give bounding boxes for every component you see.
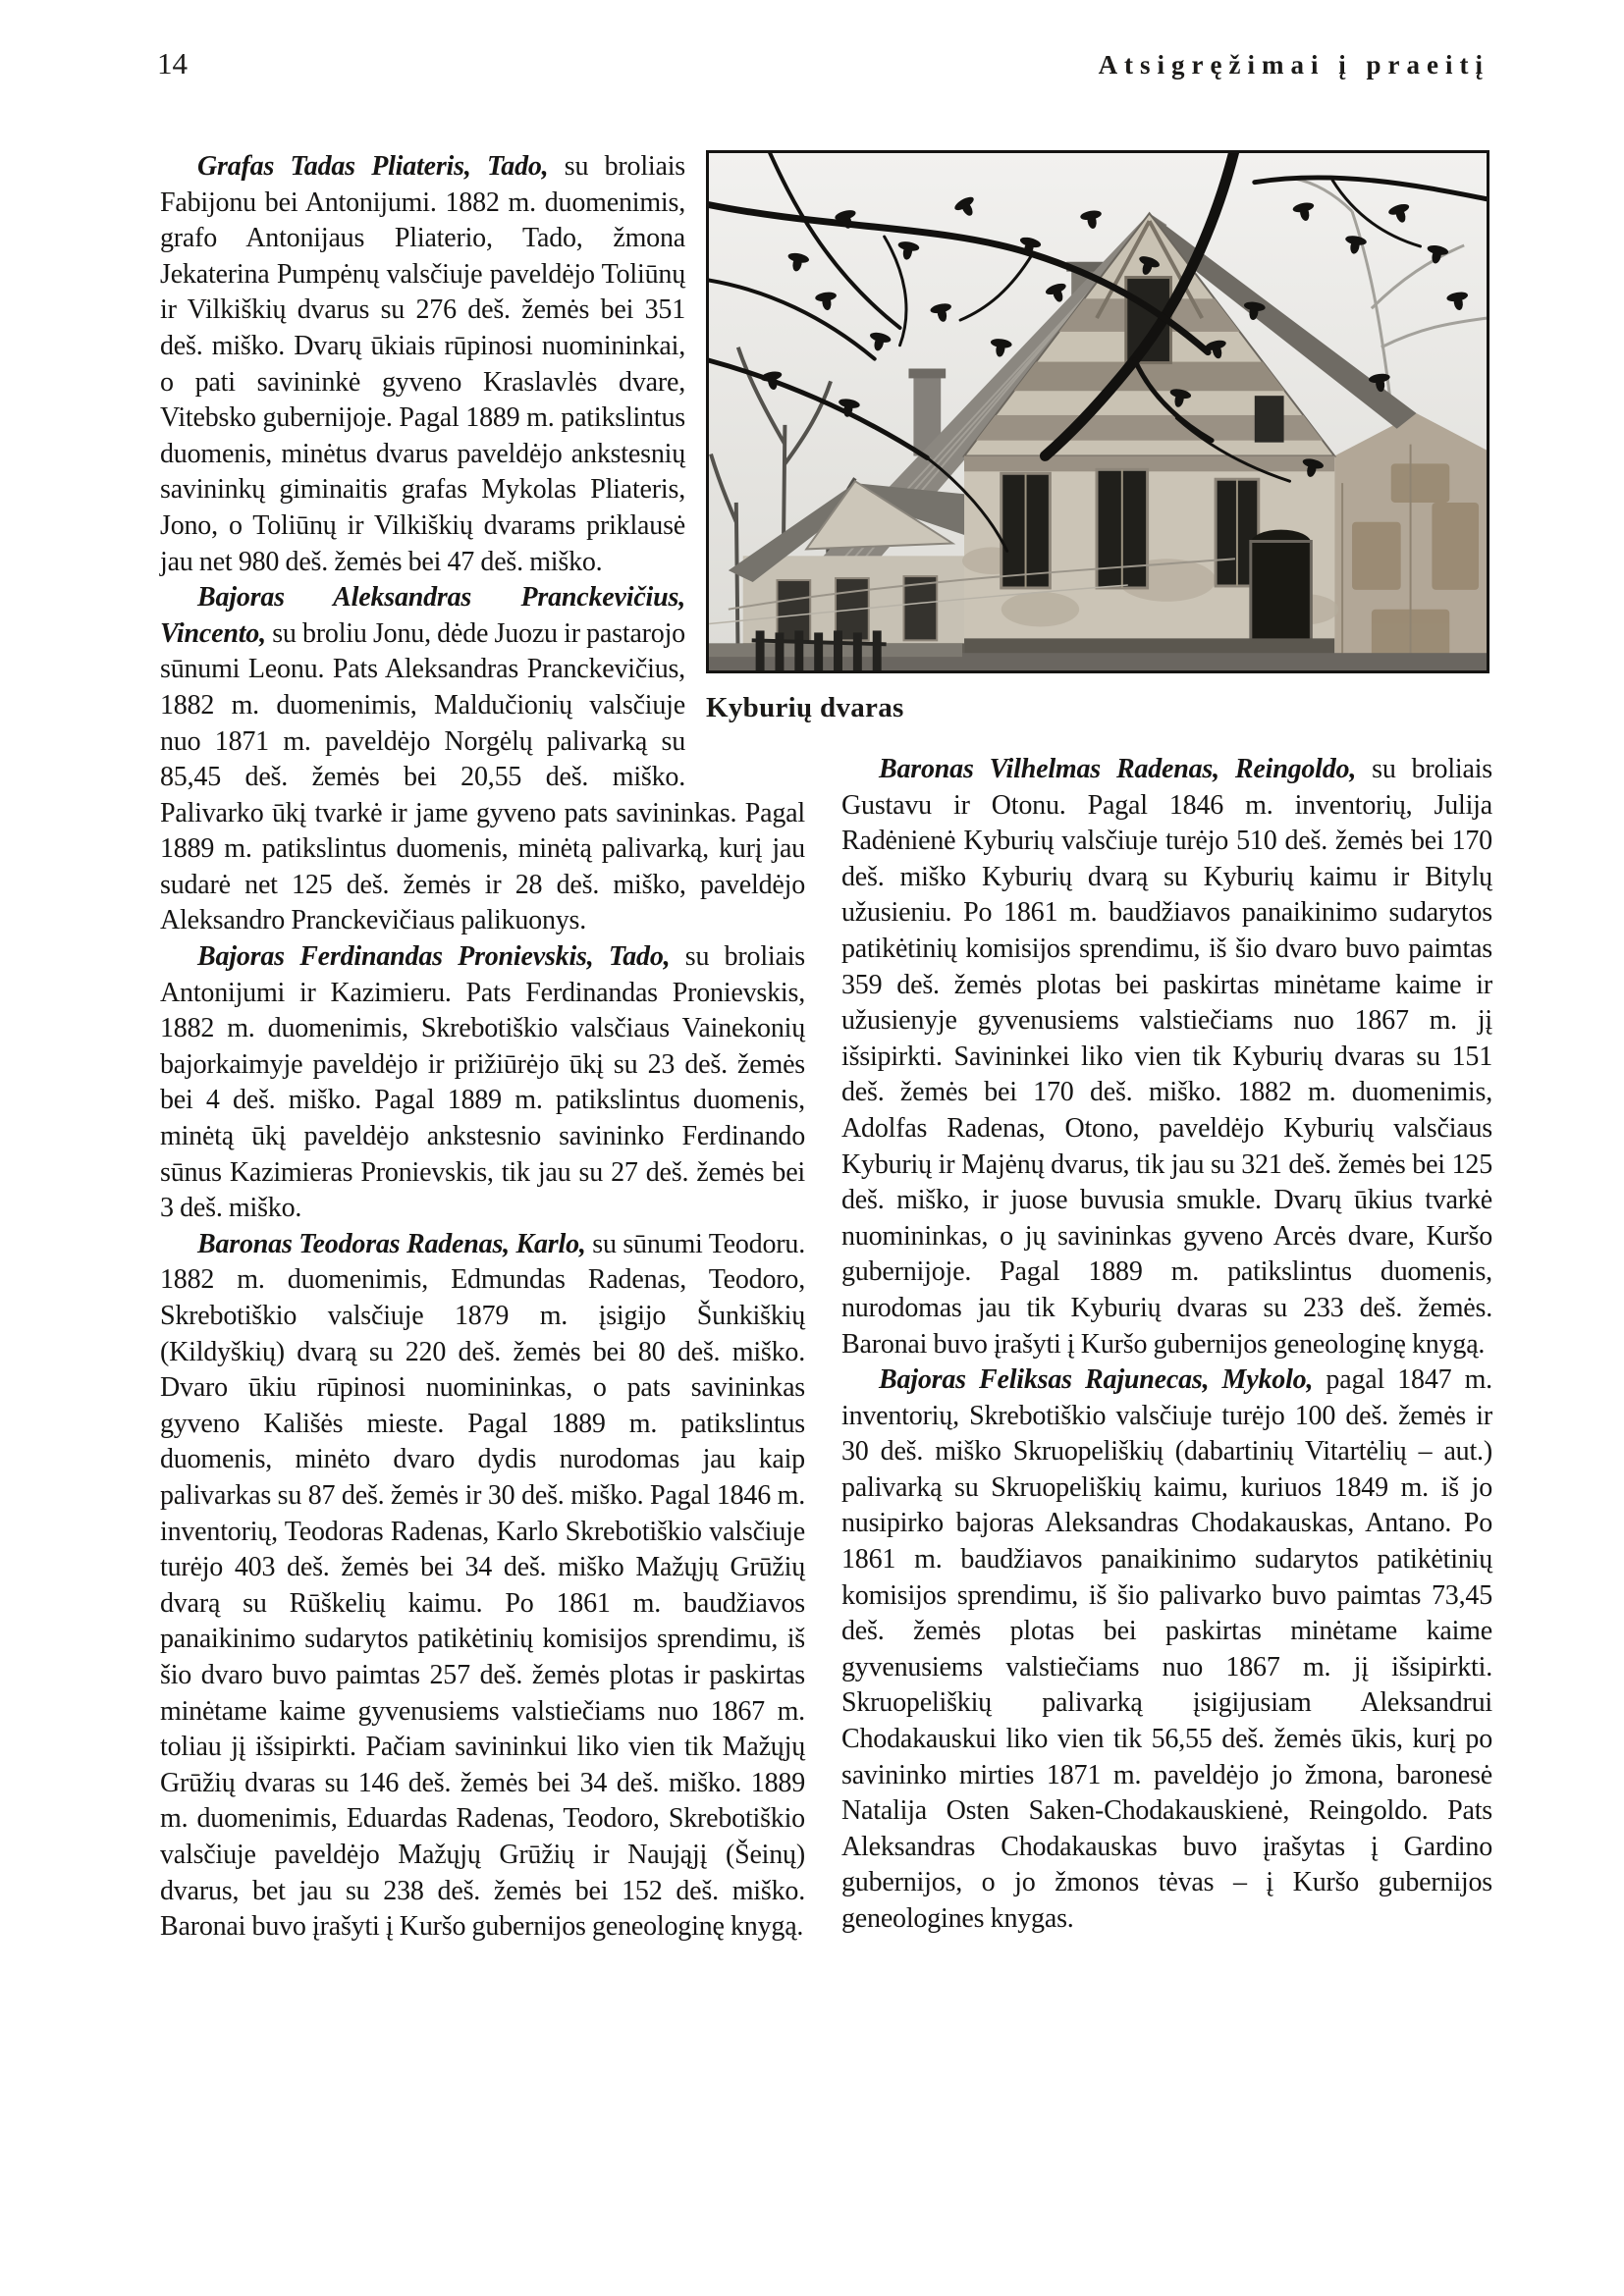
paragraph: Baronas Vilhelmas Radenas, Reingoldo, su broliais Gustavu ir Otonu. Pagal 1846 m. inventorių, Julija Radėnienė Kyburių valsčiuje turėjo 510 deš. žemės bei 170 deš. miško Kyburių dvarą su Kyburių kaimu ir Bitylų užusieniu. Po 1861 m. baudžiavos panaikinimo sudarytos patikėtinių komisijos sprendimu, iš šio dvaro buvo paimtas 359 deš. žemės plotas bei paskirtas minėtame kaime ir užusienyje gyvenusiems valstiečiams nuo 1867 m. jį išsipirkti. Savininkei liko vien tik Kyburių dvaras su 151 deš. žemės bei 170 deš. miško. 1882 m. duomenimis, Adolfas Radenas, Otono, paveldėjo Kyburių valsčiaus Kyburių ir Majėnų dvarus, tik jau su 321 deš. žemės bei 125 deš. miško, ir juose buvusia smukle. Dvarų ūkius tvarkė nuomininkas, o jų savininkas gyveno Arcės dvare, Kuršo gubernijoje. Pagal 1889 m. patikslintus duomenis, nurodomas jau tik Kyburių dvaras su 233 deš. žemės. Baronai buvo įrašyti į Kuršo gubernijos geneologinę knygą. — [841, 754, 1493, 1360]
paragraph: Bajoras Ferdinandas Pronievskis, Tado, su broliais Antonijumi ir Kazimieru. Pats Ferdinandas Pronievskis, 1882 m. duomenimis, Skrebotiškio valsčiaus Vainekonių bajorkaimyje paveldėjo ir prižiūrėjo ūkį su 23 deš. žemės bei 4 deš. miško. Pagal 1889 m. patikslintus duomenis, minėtą ūkį paveldėjo ankstesnio savininko Ferdinando sūnus Kazimieras Pronievskis, tik jau su 27 deš. žemės bei 3 deš. miško. — [160, 941, 805, 1224]
paragraph: Baronas Teodoras Radenas, Karlo, su sūnumi Teodoru. 1882 m. duomenimis, Edmundas Radenas, Teodoro, Skrebotiškio valsčiuje 1879 m. įsigijo Šunkiškių (Kildyškių) dvarą su 220 deš. žemės bei 80 deš. miško. Dvaro ūkiu rūpinosi nuomininkas, o pats savininkas gyveno Kališės mieste. Pagal 1889 m. patikslintus duomenis, minėto dvaro dydis nurodomas jau kaip palivarkas su 87 deš. žemės ir 30 deš. miško. Pagal 1846 m. inventorių, Teodoras Radenas, Karlo Skrebotiškio valsčiuje turėjo 403 deš. žemės bei 34 deš. miško Mažųjų Grūžių dvarą su Rūškelių kaimu. Po 1861 m. baudžiavos panaikinimo sudarytos patikėtinių komisijos sprendimu, iš šio dvaro buvo paimtas 257 deš. žemės plotas ir paskirtas minėtame kaime gyvenusiems valstiečiams nuo 1867 m. toliau jį išsipirkti. Pačiam savininkui liko vien tik Mažųjų Grūžių dvaras su 146 deš. žemės bei 34 deš. miško. 1889 m. duomenimis, Eduardas Radenas, Teodoro, Skrebotiškio valsčiuje paveldėjo Mažųjų Grūžių ir Naująjį (Šeinų) dvarus, bet jau su 238 deš. žemės bei 152 deš. miško. Baronai buvo įrašyti į Kuršo gubernijos geneologinę knygą. — [160, 1228, 805, 1943]
paragraph: Bajoras Feliksas Rajunecas, Mykolo, pagal 1847 m. inventorių, Skrebotiškio valsčiuje turėjo 100 deš. žemės ir 30 deš. miško Skruopeliškių (dabartinių Vitartėlių – aut.) palivarką su Skruopeliškių kaimu, kuriuos 1849 m. iš jo nusipirko bajoras Aleksandras Chodakauskas, Antano. Po 1861 m. baudžiavos panaikinimo sudarytos patikėtinių komisijos sprendimu, iš šio palivarko buvo paimtas 73,45 deš. žemės plotas bei paskirtas minėtame kaime gyvenusiems valstiečiams nuo 1867 m. jį išsipirkti. Skruopeliškių palivarką įsigijusiam Aleksandrui Chodakauskui liko vien tik 56,55 deš. žemės ūkis, kurį po savininko mirties 1871 m. paveldėjo jo žmona, baronesė Natalija Osten Saken-Chodakauskienė, Reingoldo. Pats Aleksandras Chodakauskas buvo įrašytas į Gardino gubernijos, o jo žmonos tėvas – į Kuršo gubernijos geneologines knygas. — [841, 1364, 1492, 1934]
photo-spacer — [685, 149, 805, 768]
paragraph-lead-name: Baronas Vilhelmas Radenas, Reingoldo, — [879, 754, 1357, 784]
paragraph-lead-name: Grafas Tadas Pliateris, Tado, — [197, 151, 549, 182]
paragraph-lead-name: Bajoras Aleksandras Pranckevičius, Vincento, — [160, 582, 685, 649]
paragraph-lead-name: Baronas Teodoras Radenas, Karlo, — [197, 1228, 586, 1259]
paragraph: Bajoras Aleksandras Pranckevičius, Vincento, su broliu Jonu, dėde Juozu ir pastarojo sūnumi Leonu. Pats Aleksandras Pranckevičius, 1882 m. duomenimis, Maldučionių valsčiuje nuo 1871 m. paveldėjo Norgėlų palivarką su 85,45 deš. žemės bei 20,55 deš. miško. Palivarko ūkį tvarkė ir jame gyveno pats savininkas. Pagal 1889 m. patikslintus duomenis, minėtą palivarką, kurį jau sudarė net 125 deš. žemės ir 28 deš. miško, paveldėjo Aleksandro Pranckevičiaus palikuonys. — [160, 582, 805, 936]
paragraph-lead-name: Bajoras Ferdinandas Pronievskis, Tado, — [197, 941, 671, 973]
photo-caption: Kyburių dvaras — [706, 692, 904, 723]
left-column — [160, 149, 805, 1946]
running-head: Atsigręžimai į praeitį — [1098, 50, 1489, 80]
paragraph: Grafas Tadas Pliateris, Tado, su broliais Fabijonu bei Antonijumi. 1882 m. duomenimis, grafo Antonijaus Pliaterio, Tado, žmona Jekaterina Pumpėnų valsčiuje paveldėjo Toliūnų ir Vilkiškių dvarus su 276 deš. žemės bei 351 deš. miško. Dvarų ūkiais rūpinosi nuomininkai, o pati savininkė gyveno Kraslavlės dvare, Vitebsko gubernijoje. Pagal 1889 m. patikslintus duomenis, minėtus dvarus paveldėjo ankstesnių savininkų giminaitis grafas Mykolas Pliateris, Jono, o Toliūnų ir Vilkiškių dvarams priklausė jau net 980 deš. žemės bei 47 deš. miško. — [160, 151, 685, 577]
right-column — [841, 752, 1492, 1938]
photo-figure — [706, 150, 1489, 723]
paragraph-lead-name: Bajoras Feliksas Rajunecas, Mykolo, — [879, 1364, 1314, 1396]
page-number: 14 — [157, 46, 188, 80]
manor-house-photo — [706, 150, 1489, 673]
